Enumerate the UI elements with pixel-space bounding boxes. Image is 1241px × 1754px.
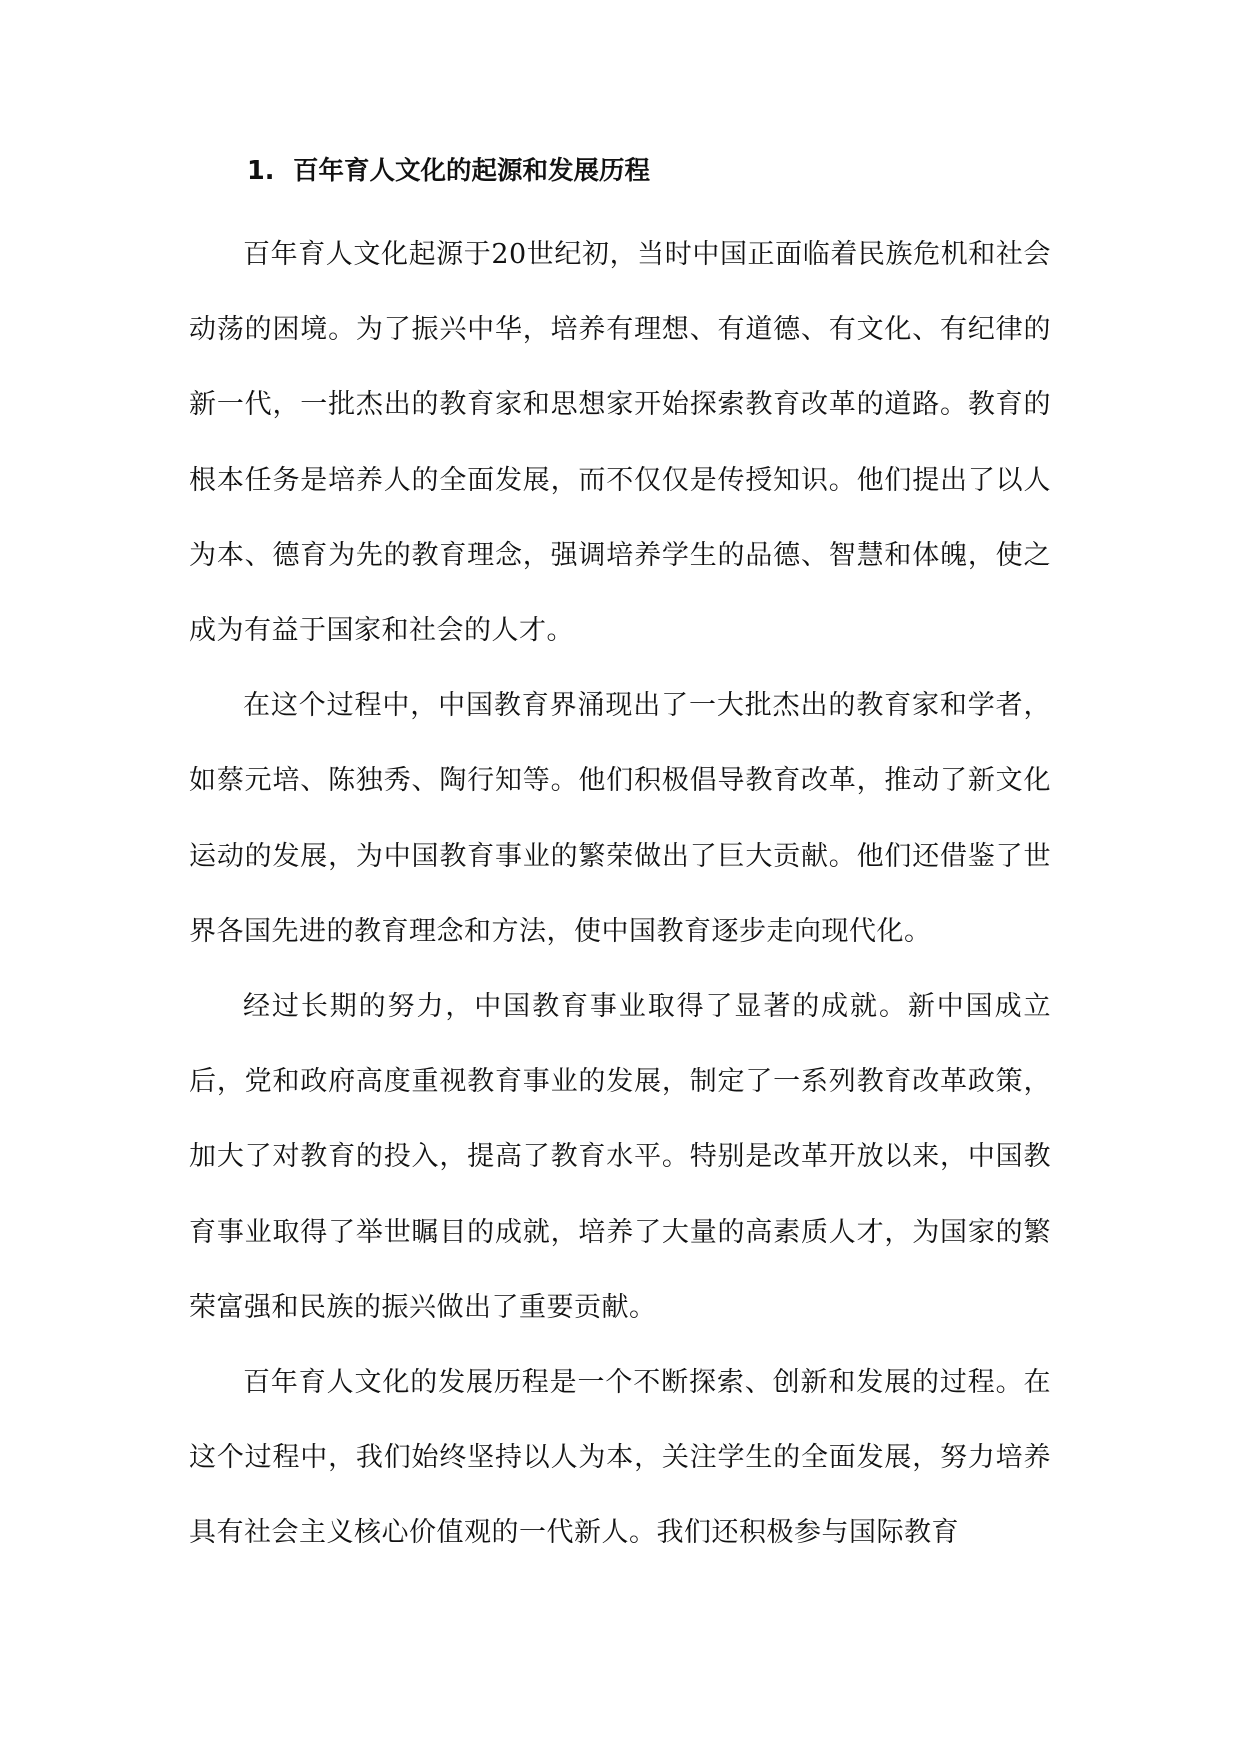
- paragraph: 在这个过程中，中国教育界涌现出了一大批杰出的教育家和学者，如蔡元培、陈独秀、陶行知等。他们积极倡导教育改革，推动了新文化运动的发展，为中国教育事业的繁荣做出了巨大贡献。他们还借鉴了世界各国先进的教育理念和方法，使中国教育逐步走向现代化。: [189, 690, 1051, 947]
- paragraph: 百年育人文化起源于20世纪初，当时中国正面临着民族危机和社会动荡的困境。为了振兴中华，培养有理想、有道德、有文化、有纪律的新一代，一批杰出的教育家和思想家开始探索教育改革的道路。教育的根本任务是培养人的全面发展，而不仅仅是传授知识。他们提出了以人为本、德育为先的教育理念，强调培养学生的品德、智慧和体魄，使之成为有益于国家和社会的人才。: [189, 239, 1051, 647]
- paragraph: 百年育人文化的发展历程是一个不断探索、创新和发展的过程。在这个过程中，我们始终坚持以人为本，关注学生的全面发展，努力培养具有社会主义核心价值观的一代新人。我们还积极参与国际教育: [189, 1367, 1051, 1549]
- section-number: 1.: [247, 156, 275, 186]
- section-title: 百年育人文化的起源和发展历程: [293, 156, 651, 186]
- paragraph: 经过长期的努力，中国教育事业取得了显著的成就。新中国成立后，党和政府高度重视教育事业的发展，制定了一系列教育改革政策，加大了对教育的投入，提高了教育水平。特别是改革开放以来，中国教育事业取得了举世瞩目的成就，培养了大量的高素质人才，为国家的繁荣富强和民族的振兴做出了重要贡献。: [189, 991, 1051, 1323]
- body-text: [189, 217, 1051, 1571]
- document-content: [189, 145, 1051, 1571]
- section-heading: [189, 145, 1051, 197]
